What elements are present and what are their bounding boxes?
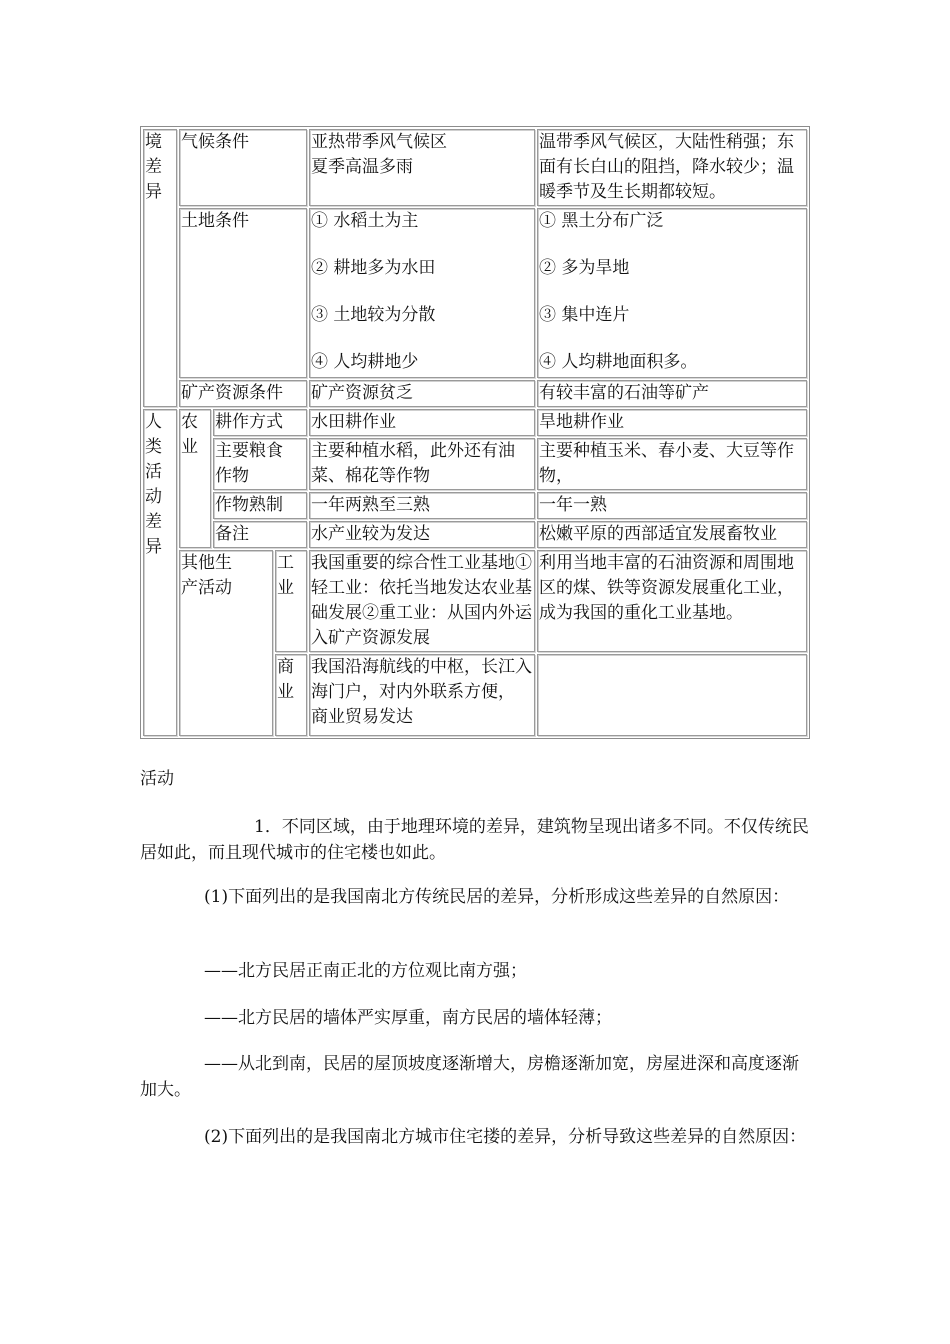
cropping-system-south: 一年两熟至三熟 [309,492,535,519]
comparison-table [140,126,810,739]
commerce-north [537,654,807,736]
climate-north: 温带季风气候区，大陆性稍强；东面有长白山的阻挡，降水较少；温暖季节及生长期都较短。 [537,129,807,206]
industry-label: 工业 [275,550,307,652]
land-north-item: ③ 集中连片 [539,305,630,325]
main-crops-south: 主要种植水稻，此外还有油菜、棉花等作物 [309,438,535,490]
agriculture-label: 农业 [179,409,211,548]
climate-label: 气候条件 [179,129,307,206]
question-1-part-1: (1)下面列出的是我国南北方传统民居的差异，分析形成这些差异的自然原因： [204,887,790,907]
other-activities-label: 其他生产活动 [179,550,273,736]
farming-method-south: 水田耕作业 [309,409,535,436]
land-south-item: ③ 土地较为分散 [311,305,436,325]
mineral-south: 矿产资源贫乏 [309,380,535,407]
remarks-label: 备注 [213,521,307,548]
point-walls: ——北方民居的墙体严实厚重，南方民居的墙体轻薄； [204,1008,612,1028]
land-label: 土地条件 [179,208,307,378]
climate-south: 亚热带季风气候区 夏季高温多雨 [309,129,535,206]
mineral-label: 矿产资源条件 [179,380,307,407]
land-south [309,208,535,378]
point-orientation: ——北方民居正南正北的方位观比南方强； [204,961,527,981]
commerce-south: 我国沿海航线的中枢，长江入海门户，对内外联系方便， 商业贸易发达 [309,654,535,736]
land-north [537,208,807,378]
land-north-item: ④ 人均耕地面积多。 [539,352,698,372]
commerce-label: 商业 [275,654,307,736]
cropping-system-label: 作物熟制 [213,492,307,519]
land-north-item: ② 多为旱地 [539,258,630,278]
main-crops-north: 主要种植玉米、春小麦、大豆等作物， [537,438,807,490]
mineral-north: 有较丰富的石油等矿产 [537,380,807,407]
land-north-item: ① 黑土分布广泛 [539,211,664,231]
main-crops-label: 主要粮食作物 [213,438,307,490]
land-south-item: ④ 人均耕地少 [311,352,419,372]
question-1-part-2: (2)下面列出的是我国南北方城市住宅搂的差异，分析导致这些差异的自然原因： [204,1127,807,1147]
industry-south: 我国重要的综合性工业基地①轻工业：依托当地发达农业基础发展②重工业：从国内外运入矿产资源发展 [309,550,535,652]
point-roof: ——从北到南，民居的屋顶坡度逐渐增大，房檐逐渐加宽，房屋进深和高度逐渐加大。 [140,1054,799,1100]
activity-heading: 活动 [140,769,174,789]
land-south-item: ① 水稻土为主 [311,211,419,231]
cropping-system-north: 一年一熟 [537,492,807,519]
remarks-south: 水产业较为发达 [309,521,535,548]
question-1: 1．不同区域，由于地理环境的差异，建筑物呈现出诸多不同。不仅传统民居如此，而且现代城市的住宅楼也如此。 [140,817,809,863]
farming-method-north: 旱地耕作业 [537,409,807,436]
industry-north: 利用当地丰富的石油资源和周围地区的煤、铁等资源发展重化工业，成为我国的重化工业基地。 [537,550,807,652]
remarks-north: 松嫩平原的西部适宜发展畜牧业 [537,521,807,548]
env-section-label: 境差异 [143,129,177,407]
human-section-label: 人类活动差异 [143,409,177,736]
farming-method-label: 耕作方式 [213,409,307,436]
land-south-item: ② 耕地多为水田 [311,258,436,278]
